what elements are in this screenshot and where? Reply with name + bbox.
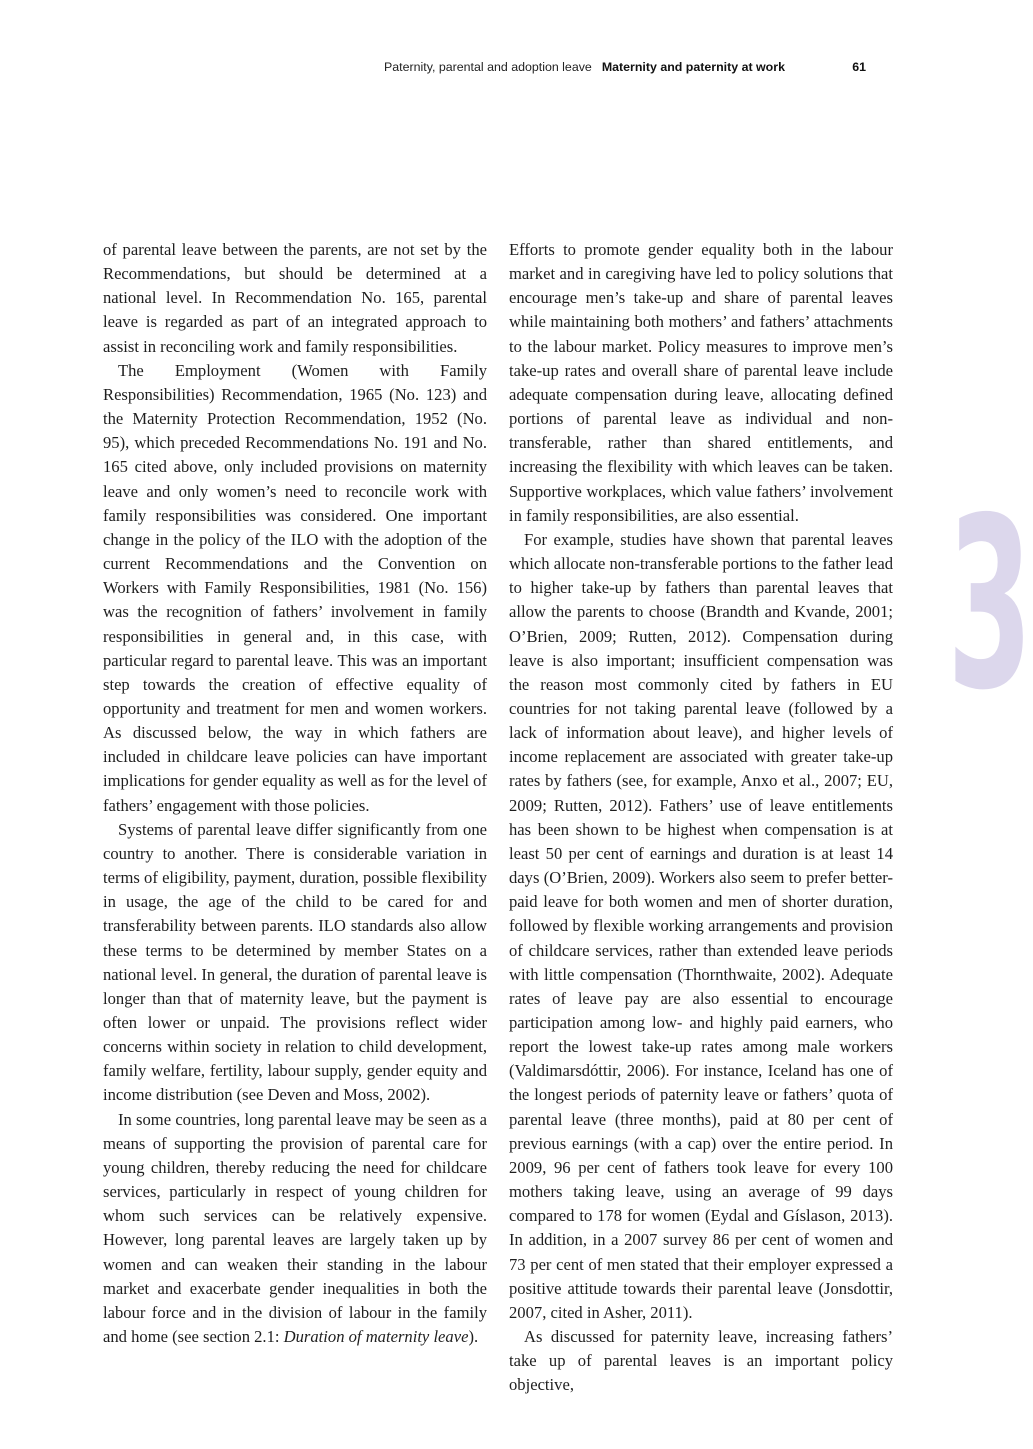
right-column	[509, 238, 893, 1398]
left-column	[103, 238, 487, 1349]
paragraph	[103, 1108, 487, 1350]
chapter-marker: 3	[947, 467, 1033, 742]
running-header	[384, 60, 866, 80]
section-reference: Duration of maternity leave	[283, 1327, 469, 1347]
page-number: 61	[852, 60, 866, 74]
paragraph: The Employment (Women with Family Responsibilities) Recommendation, 1965 (No. 123) and the Maternity Protection Recommendation, 1952 (No. 95), which preceded Recommendations No. 191 and No. 165 cited above, only included provisions on maternity leave and only women’s need to reconcile work with family responsibilities was considered. One important change in the policy of the ILO with the adoption of the current Recommendations and the Convention on Workers with Family Responsibilities, 1981 (No. 156) was the recognition of fathers’ involvement in family responsibilities in general and, in this case, with particular regard to parental leave. This was an important step towards the creation of effective equality of opportunity and treatment for men and women workers. As discussed below, the way in which fathers are included in childcare leave policies can have important implications for gender equality as well as for the level of fathers’ engagement with those policies.	[103, 360, 487, 815]
paragraph: of parental leave between the parents, are not set by the Recommendations, but should be determined at a national level. In Recommendation No. 165, parental leave is regarded as part of an integrated approach to assist in reconciling work and family responsibilities.	[103, 240, 487, 356]
paragraph: As discussed for paternity leave, increasing fathers’ take up of parental leaves is an important policy objective,	[509, 1327, 893, 1395]
paragraph-text-end: ).	[468, 1327, 479, 1347]
paragraph-text: In some countries, long parental leave may be seen as a means of supporting the provision of parental care for young children, thereby reducing the need for childcare services, particularly in respect of young children for whom such services can be relatively expensive. However, long parental leaves are largely taken up by women and can weaken their standing in the labour market and exacerbate gender inequalities in both the labour force and in the division of labour in the family and home (see section 2.1:	[103, 1109, 487, 1347]
paragraph: For example, studies have shown that parental leaves which allocate non-transferable portions to the father lead to higher take-up by fathers than parental leaves that allow the parents to choose (Brandth and Kvande, 2001; O’Brien, 2009; Rutten, 2012). Compensation during leave is also important; insufficient compensation was the reason most commonly cited by fathers in EU countries for not taking parental leave (followed by a lack of information about leave), and higher levels of income replacement are associated with greater take-up rates by fathers (see, for example, Anxo et al., 2007; EU, 2009; Rutten, 2012). Fathers’ use of leave entitlements has been shown to be highest when compensation is at least 50 per cent of earnings and duration is at least 14 days (O’Brien, 2009). Workers also seem to prefer better-paid leave for both women and men of shorter duration, followed by flexible working arrangements and provision of childcare services, rather than extended leave periods with little compensation (Thornthwaite, 2002). Adequate rates of leave pay are also essential to encourage participation among low- and highly paid earners, who report the lowest take-up rates among male workers (Valdimarsdóttir, 2006). For instance, Iceland has one of the longest periods of paternity leave or fathers’ quota of parental leave (three months), paid at 80 per cent of previous earnings (with a cap) over the entire period. In 2009, 96 per cent of fathers took leave for every 100 mothers taking leave, using an average of 99 days compared to 178 for women (Eydal and Gíslason, 2013). In addition, in a 2007 survey 86 per cent of women and 73 per cent of men stated that their employer expressed a positive attitude towards their parental leave (Jonsdottir, 2007, cited in Asher, 2011).	[509, 529, 893, 1322]
paragraph: Systems of parental leave differ significantly from one country to another. There is considerable variation in terms of eligibility, payment, duration, possible flexibility in usage, the age of the child to be cared for and transferability between parents. ILO standards also allow these terms to be determined by member States on a national level. In general, the duration of parental leave is longer than that of maternity leave, but the payment is often lower or unpaid. The provisions reflect wider concerns within society in relation to child development, family welfare, fertility, labour supply, gender equity and income distribution (see Deven and Moss, 2002).	[103, 819, 487, 1105]
book-title: Maternity and paternity at work	[601, 60, 785, 74]
paragraph: Efforts to promote gender equality both in the labour market and in caregiving have led to policy solutions that encourage men’s take-up and share of parental leaves while maintaining both mothers’ and fathers’ attachments to the labour market. Policy measures to improve men’s take-up rates and overall share of parental leave include adequate compensation during leave, allocating defined portions of parental leave as individual and non-transferable, rather than shared entitlements, and increasing the flexibility with which leaves can be taken. Supportive workplaces, which value fathers’ involvement in family responsibilities, are also essential.	[509, 240, 893, 525]
section-title: Paternity, parental and adoption leave	[384, 60, 592, 74]
